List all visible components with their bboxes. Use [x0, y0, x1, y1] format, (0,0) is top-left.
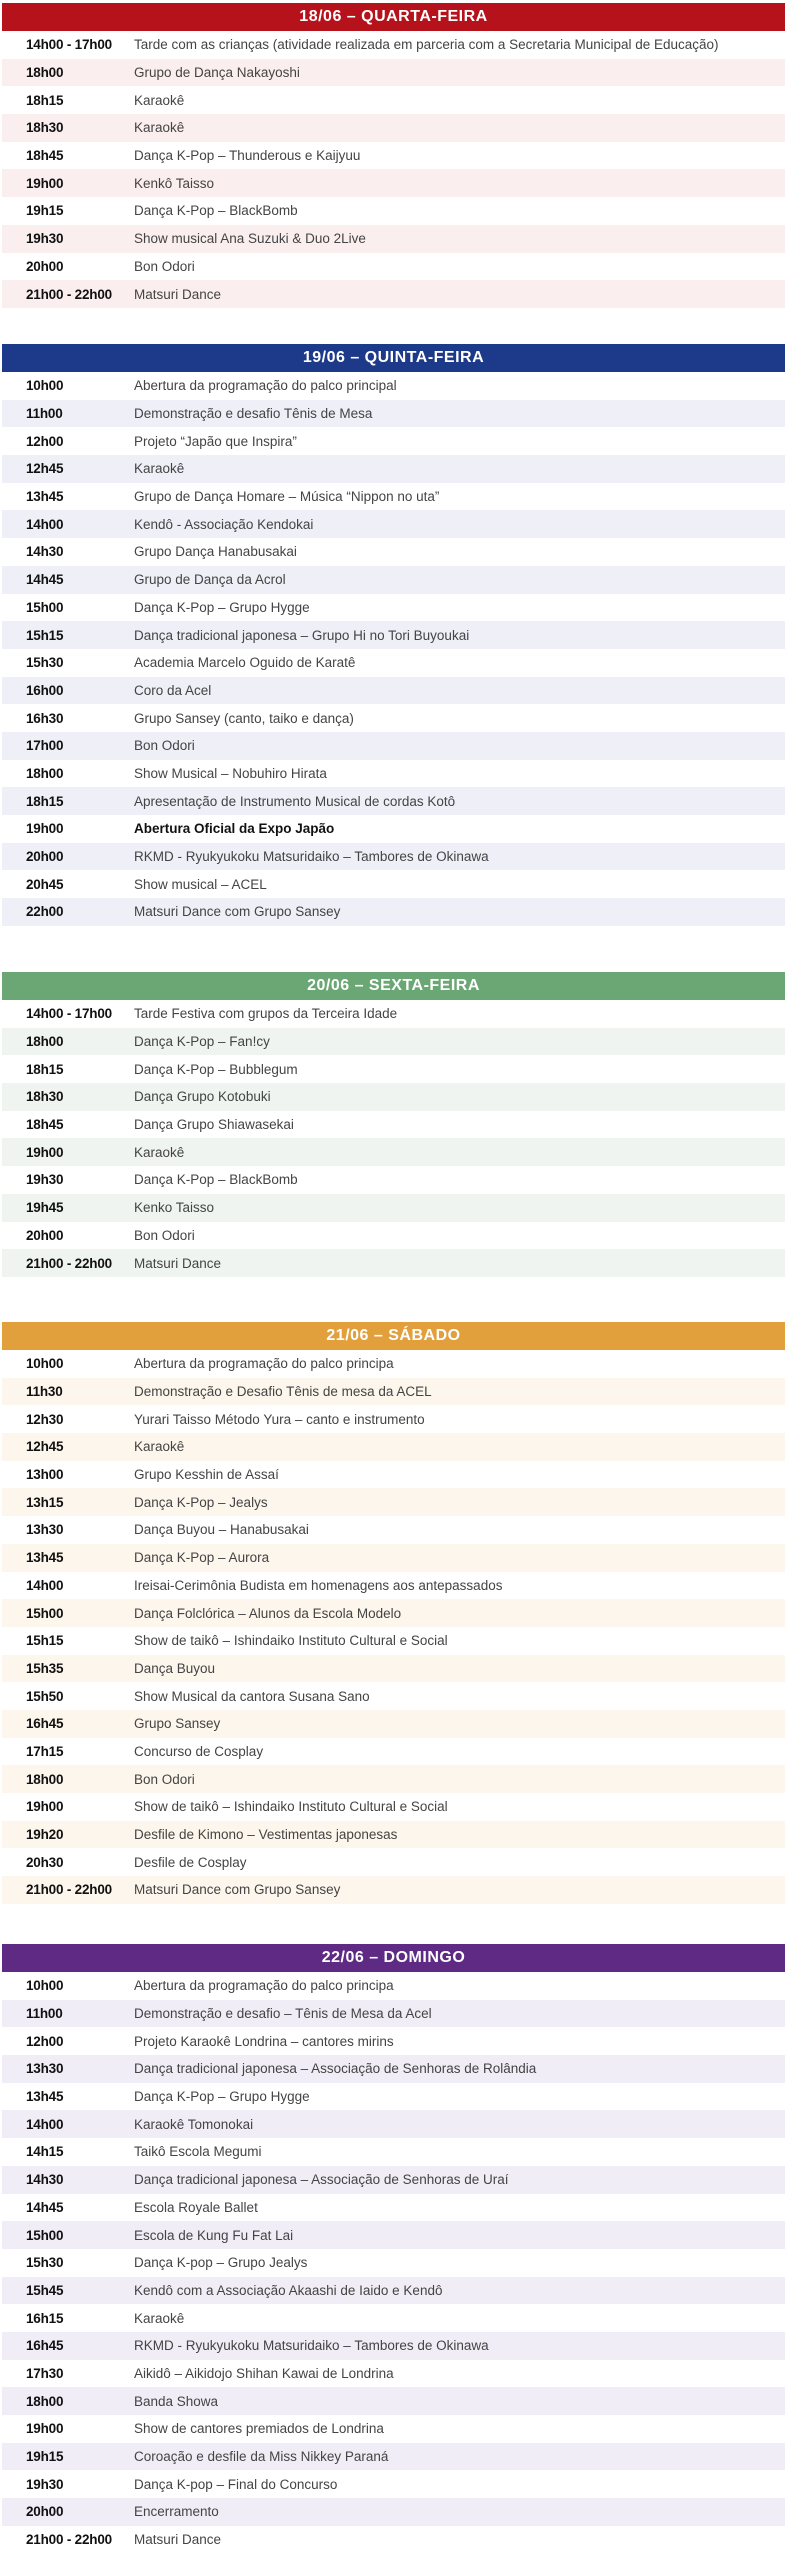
day-rows: [2, 1350, 785, 1904]
schedule-event: RKMD - Ryukyukoku Matsuridaiko – Tambores de Okinawa: [134, 2338, 489, 2354]
schedule-row: [2, 704, 785, 732]
schedule-time: 15h00: [26, 2227, 64, 2243]
schedule-event: Bon Odori: [134, 738, 195, 754]
schedule-event: Show musical – ACEL: [134, 876, 267, 892]
day-sexta-feira: [0, 972, 787, 1277]
schedule-row: [2, 510, 785, 538]
schedule-event: Dança Folclórica – Alunos da Escola Modelo: [134, 1605, 402, 1621]
schedule-time: 14h00 - 17h00: [26, 1006, 112, 1022]
schedule-time: 16h45: [26, 2338, 64, 2354]
schedule-event: Dança K-Pop – BlackBomb: [134, 203, 298, 219]
schedule-time: 13h30: [26, 2061, 64, 2077]
day-header: 19/06 – QUINTA-FEIRA: [2, 344, 785, 372]
schedule-event: Dança Buyou: [134, 1660, 216, 1676]
schedule-row: [2, 1055, 785, 1083]
schedule-time: 14h00: [26, 1577, 64, 1593]
schedule-time: 12h00: [26, 2033, 64, 2049]
schedule-row: [2, 2415, 785, 2443]
schedule-row: [2, 898, 785, 926]
schedule-event: Ireisai-Cerimônia Budista em homenagens aos antepassados: [134, 1577, 503, 1593]
schedule-row: [2, 815, 785, 843]
schedule-row: [2, 400, 785, 428]
schedule-event: Yurari Taisso Método Yura – canto e instrumento: [134, 1411, 425, 1427]
schedule-event: Matsuri Dance: [134, 286, 222, 302]
schedule-time: 20h00: [26, 258, 64, 274]
schedule-event: Matsuri Dance: [134, 2532, 222, 2548]
schedule-time: 18h15: [26, 1061, 64, 1077]
schedule-time: 18h00: [26, 765, 64, 781]
schedule-time: 17h30: [26, 2365, 64, 2381]
schedule-time: 15h00: [26, 599, 64, 615]
schedule-event: Kendô - Associação Kendokai: [134, 516, 314, 532]
schedule-event: Encerramento: [134, 2504, 219, 2520]
schedule-time: 20h30: [26, 1854, 64, 1870]
schedule-row: [2, 1738, 785, 1766]
schedule-time: 13h45: [26, 489, 64, 505]
schedule-row: [2, 2166, 785, 2194]
schedule-event: Abertura da programação do palco principal: [134, 378, 397, 394]
schedule-event: Dança tradicional japonesa – Associação de Senhoras de Uraí: [134, 2172, 509, 2188]
day-rows: [2, 1972, 785, 2553]
schedule-row: [2, 2000, 785, 2028]
schedule-time: 18h00: [26, 2393, 64, 2409]
day-header: 18/06 – QUARTA-FEIRA: [2, 3, 785, 31]
schedule-row: [2, 2526, 785, 2554]
day-header: 22/06 – DOMINGO: [2, 1944, 785, 1972]
schedule-row: [2, 1405, 785, 1433]
schedule-time: 11h00: [26, 2006, 63, 2022]
schedule-time: 20h00: [26, 849, 64, 865]
schedule-row: [2, 59, 785, 87]
schedule-event: Matsuri Dance com Grupo Sansey: [134, 1882, 341, 1898]
schedule-row: [2, 2387, 785, 2415]
schedule-row: [2, 2304, 785, 2332]
schedule-event: Show Musical – Nobuhiro Hirata: [134, 765, 327, 781]
schedule-row: [2, 2027, 785, 2055]
day-quarta-feira: [0, 3, 787, 308]
schedule-row: [2, 2138, 785, 2166]
schedule-time: 19h45: [26, 1200, 64, 1216]
schedule-row: [2, 1627, 785, 1655]
schedule-time: 11h00: [26, 406, 63, 422]
schedule-event: Demonstração e desafio Tênis de Mesa: [134, 406, 373, 422]
schedule-event: Dança K-Pop – Aurora: [134, 1550, 270, 1566]
schedule-time: 17h00: [26, 738, 64, 754]
schedule-event: Coro da Acel: [134, 682, 212, 698]
schedule-event: Tarde com as crianças (atividade realizada em parceria com a Secretaria Municipal de Educação): [134, 37, 719, 53]
schedule-event: Dança K-Pop – Grupo Hygge: [134, 2089, 310, 2105]
schedule-time: 14h45: [26, 572, 64, 588]
schedule-row: [2, 594, 785, 622]
schedule-event: Grupo Sansey (canto, taiko e dança): [134, 710, 354, 726]
schedule-time: 13h30: [26, 1522, 64, 1538]
schedule-row: [2, 1138, 785, 1166]
schedule-event: Dança tradicional japonesa – Associação de Senhoras de Rolândia: [134, 2061, 537, 2077]
schedule-time: 18h45: [26, 148, 64, 164]
day-rows: [2, 372, 785, 926]
schedule-time: 18h00: [26, 1034, 64, 1050]
schedule-time: 18h30: [26, 120, 64, 136]
schedule-time: 19h00: [26, 821, 64, 837]
day-header: 20/06 – SEXTA-FEIRA: [2, 972, 785, 1000]
schedule-time: 21h00 - 22h00: [26, 1255, 112, 1271]
schedule-event: Bon Odori: [134, 1771, 195, 1787]
schedule-time: 15h30: [26, 2255, 64, 2271]
schedule-event: Abertura da programação do palco principa: [134, 1978, 394, 1994]
schedule-row: [2, 843, 785, 871]
schedule-event: Dança K-Pop – Jealys: [134, 1494, 268, 1510]
schedule-row: [2, 2194, 785, 2222]
schedule-row: [2, 787, 785, 815]
schedule-row: [2, 1000, 785, 1028]
schedule-time: 19h30: [26, 231, 64, 247]
schedule-event: Dança K-Pop – Bubblegum: [134, 1061, 298, 1077]
schedule-row: [2, 1461, 785, 1489]
schedule-event: Dança K-Pop – Fan!cy: [134, 1034, 270, 1050]
schedule-event: Show de taikô – Ishindaiko Instituto Cultural e Social: [134, 1799, 448, 1815]
schedule-event: Dança K-pop – Grupo Jealys: [134, 2255, 308, 2271]
schedule-row: [2, 2332, 785, 2360]
schedule-time: 13h45: [26, 1550, 64, 1566]
schedule-event: Taikô Escola Megumi: [134, 2144, 262, 2160]
schedule-time: 11h30: [26, 1384, 63, 1400]
schedule-time: 18h30: [26, 1089, 64, 1105]
schedule-row: [2, 455, 785, 483]
schedule-time: 15h15: [26, 627, 64, 643]
schedule-time: 14h30: [26, 544, 64, 560]
schedule-time: 19h30: [26, 2476, 64, 2492]
schedule-event: Kenkô Taisso: [134, 175, 215, 191]
schedule-event: Banda Showa: [134, 2393, 219, 2409]
schedule-row: [2, 1194, 785, 1222]
schedule-time: 16h00: [26, 682, 64, 698]
schedule-time: 19h00: [26, 1144, 64, 1160]
schedule-row: [2, 2277, 785, 2305]
schedule-time: 16h30: [26, 710, 64, 726]
schedule-time: 19h20: [26, 1827, 64, 1843]
schedule-row: [2, 1876, 785, 1904]
schedule-event: RKMD - Ryukyukoku Matsuridaiko – Tambores de Okinawa: [134, 849, 489, 865]
schedule-time: 18h15: [26, 92, 64, 108]
schedule-row: [2, 566, 785, 594]
day-domingo: [0, 1944, 787, 2553]
schedule-event: Escola de Kung Fu Fat Lai: [134, 2227, 294, 2243]
schedule-time: 12h45: [26, 1439, 64, 1455]
schedule-event: Projeto Karaokê Londrina – cantores mirins: [134, 2033, 394, 2049]
schedule-time: 19h00: [26, 2421, 64, 2437]
schedule-row: [2, 677, 785, 705]
schedule-row: [2, 1488, 785, 1516]
schedule-row: [2, 870, 785, 898]
schedule-row: [2, 427, 785, 455]
schedule-event: Kendô com a Associação Akaashi de Iaido e Kendô: [134, 2282, 443, 2298]
schedule-row: [2, 1544, 785, 1572]
schedule-event: Karaokê: [134, 2310, 185, 2326]
schedule-event: Abertura da programação do palco principa: [134, 1356, 394, 1372]
schedule-event: Tarde Festiva com grupos da Terceira Idade: [134, 1006, 398, 1022]
schedule-time: 15h30: [26, 655, 64, 671]
schedule-event: Grupo de Dança Homare – Música “Nippon no uta”: [134, 489, 440, 505]
schedule-time: 21h00 - 22h00: [26, 1882, 112, 1898]
schedule-event: Bon Odori: [134, 1227, 195, 1243]
schedule-event: Dança Grupo Kotobuki: [134, 1089, 271, 1105]
schedule-time: 13h00: [26, 1467, 64, 1483]
schedule-event: Show Musical da cantora Susana Sano: [134, 1688, 370, 1704]
schedule-row: [2, 197, 785, 225]
schedule-time: 18h15: [26, 793, 64, 809]
day-header: 21/06 – SÁBADO: [2, 1322, 785, 1350]
schedule-row: [2, 2083, 785, 2111]
schedule-row: [2, 142, 785, 170]
schedule-row: [2, 1249, 785, 1277]
schedule-event: Karaokê: [134, 1144, 185, 1160]
schedule-event: Dança tradicional japonesa – Grupo Hi no Tori Buyoukai: [134, 627, 470, 643]
schedule-event: Desfile de Kimono – Vestimentas japonesas: [134, 1827, 398, 1843]
schedule-event: Dança K-pop – Final do Concurso: [134, 2476, 338, 2492]
schedule-row: [2, 253, 785, 281]
schedule-event: Matsuri Dance com Grupo Sansey: [134, 904, 341, 920]
schedule-event: Kenko Taisso: [134, 1200, 215, 1216]
schedule-row: [2, 1083, 785, 1111]
schedule-time: 22h00: [26, 904, 64, 920]
schedule-row: [2, 649, 785, 677]
schedule-event: Grupo de Dança Nakayoshi: [134, 65, 300, 81]
schedule-time: 15h15: [26, 1633, 64, 1649]
schedule-time: 19h15: [26, 2449, 64, 2465]
schedule-time: 16h45: [26, 1716, 64, 1732]
schedule-event: Show musical Ana Suzuki & Duo 2Live: [134, 231, 366, 247]
schedule-time: 13h45: [26, 2089, 64, 2105]
schedule-row: [2, 760, 785, 788]
schedule-event: Dança K-Pop – Grupo Hygge: [134, 599, 310, 615]
schedule-time: 19h30: [26, 1172, 64, 1188]
schedule-row: [2, 31, 785, 59]
schedule-row: [2, 372, 785, 400]
schedule-event: Dança K-Pop – BlackBomb: [134, 1172, 298, 1188]
schedule-time: 17h15: [26, 1743, 64, 1759]
schedule-event: Grupo Dança Hanabusakai: [134, 544, 297, 560]
day-quinta-feira: [0, 344, 787, 926]
schedule-row: [2, 1378, 785, 1406]
schedule-row: [2, 2055, 785, 2083]
schedule-time: 10h00: [26, 1356, 64, 1372]
schedule-row: [2, 538, 785, 566]
day-rows: [2, 31, 785, 308]
schedule-time: 19h15: [26, 203, 64, 219]
schedule-time: 12h00: [26, 433, 64, 449]
schedule-row: [2, 1111, 785, 1139]
schedule-row: [2, 2360, 785, 2388]
schedule-row: [2, 732, 785, 760]
schedule-time: 15h45: [26, 2282, 64, 2298]
schedule-time: 15h00: [26, 1605, 64, 1621]
schedule-time: 20h00: [26, 2504, 64, 2520]
schedule-row: [2, 1166, 785, 1194]
schedule-row: [2, 114, 785, 142]
schedule-time: 15h35: [26, 1660, 64, 1676]
schedule-time: 14h00 - 17h00: [26, 37, 112, 53]
schedule-time: 14h00: [26, 516, 64, 532]
schedule-event: Apresentação de Instrumento Musical de cordas Kotô: [134, 793, 456, 809]
schedule-row: [2, 621, 785, 649]
schedule-row: [2, 1765, 785, 1793]
schedule-time: 21h00 - 22h00: [26, 2532, 112, 2548]
schedule-row: [2, 1433, 785, 1461]
schedule-time: 10h00: [26, 378, 64, 394]
schedule-event: Karaokê: [134, 92, 185, 108]
schedule-row: [2, 1516, 785, 1544]
schedule-row: [2, 483, 785, 511]
schedule-event: Grupo Kesshin de Assaí: [134, 1467, 279, 1483]
schedule-row: [2, 1028, 785, 1056]
schedule-event: Projeto “Japão que Inspira”: [134, 433, 297, 449]
schedule-event: Demonstração e desafio – Tênis de Mesa da Acel: [134, 2006, 432, 2022]
schedule-time: 10h00: [26, 1978, 64, 1994]
schedule-event: Matsuri Dance: [134, 1255, 222, 1271]
schedule-event: Karaokê Tomonokai: [134, 2116, 254, 2132]
schedule-event: Desfile de Cosplay: [134, 1854, 247, 1870]
schedule-row: [2, 169, 785, 197]
schedule-row: [2, 225, 785, 253]
schedule-event: Karaokê: [134, 461, 185, 477]
schedule-event: Bon Odori: [134, 258, 195, 274]
schedule-time: 20h00: [26, 1227, 64, 1243]
schedule-row: [2, 2498, 785, 2526]
schedule-event: Academia Marcelo Oguido de Karatê: [134, 655, 356, 671]
schedule-time: 18h00: [26, 1771, 64, 1787]
schedule-time: 12h30: [26, 1411, 64, 1427]
schedule-time: 14h30: [26, 2172, 64, 2188]
schedule-event: Escola Royale Ballet: [134, 2199, 258, 2215]
schedule-row: [2, 2221, 785, 2249]
schedule-time: 13h15: [26, 1494, 64, 1510]
schedule-time: 19h00: [26, 1799, 64, 1815]
schedule-event: Dança Grupo Shiawasekai: [134, 1117, 294, 1133]
schedule-row: [2, 1350, 785, 1378]
day-sabado: [0, 1322, 787, 1904]
schedule-time: 12h45: [26, 461, 64, 477]
schedule-time: 21h00 - 22h00: [26, 286, 112, 302]
day-rows: [2, 1000, 785, 1277]
schedule-event: Show de cantores premiados de Londrina: [134, 2421, 384, 2437]
schedule-row: [2, 2110, 785, 2138]
schedule-event: Dança K-Pop – Thunderous e Kaijyuu: [134, 148, 361, 164]
schedule-event: Demonstração e Desafio Tênis de mesa da ACEL: [134, 1384, 432, 1400]
schedule-row: [2, 2470, 785, 2498]
schedule-time: 18h45: [26, 1117, 64, 1133]
schedule-time: 14h45: [26, 2199, 64, 2215]
schedule-event: Concurso de Cosplay: [134, 1743, 264, 1759]
schedule-time: 16h15: [26, 2310, 64, 2326]
schedule-time: 18h00: [26, 65, 64, 81]
schedule-event: Aikidô – Aikidojo Shihan Kawai de Londrina: [134, 2365, 394, 2381]
schedule-row: [2, 2249, 785, 2277]
schedule-event: Coroação e desfile da Miss Nikkey Paraná: [134, 2449, 389, 2465]
schedule-event: Grupo de Dança da Acrol: [134, 572, 286, 588]
schedule-row: [2, 1848, 785, 1876]
schedule-event: Karaokê: [134, 120, 185, 136]
schedule-row: [2, 1793, 785, 1821]
schedule-row: [2, 1599, 785, 1627]
schedule-event: Karaokê: [134, 1439, 185, 1455]
schedule-row: [2, 1572, 785, 1600]
schedule-row: [2, 1821, 785, 1849]
schedule-event: Dança Buyou – Hanabusakai: [134, 1522, 309, 1538]
schedule-row: [2, 86, 785, 114]
schedule-row: [2, 1222, 785, 1250]
schedule-row: [2, 1710, 785, 1738]
schedule-row: [2, 2443, 785, 2471]
schedule-row: [2, 1655, 785, 1683]
schedule-event: Show de taikô – Ishindaiko Instituto Cultural e Social: [134, 1633, 448, 1649]
schedule-time: 20h45: [26, 876, 64, 892]
schedule-row: [2, 1682, 785, 1710]
schedule-event: Abertura Oficial da Expo Japão: [134, 821, 335, 837]
schedule-event: Grupo Sansey: [134, 1716, 221, 1732]
schedule-row: [2, 1972, 785, 2000]
schedule-time: 19h00: [26, 175, 64, 191]
schedule-time: 14h15: [26, 2144, 64, 2160]
schedule-row: [2, 280, 785, 308]
schedule-time: 15h50: [26, 1688, 64, 1704]
schedule-time: 14h00: [26, 2116, 64, 2132]
